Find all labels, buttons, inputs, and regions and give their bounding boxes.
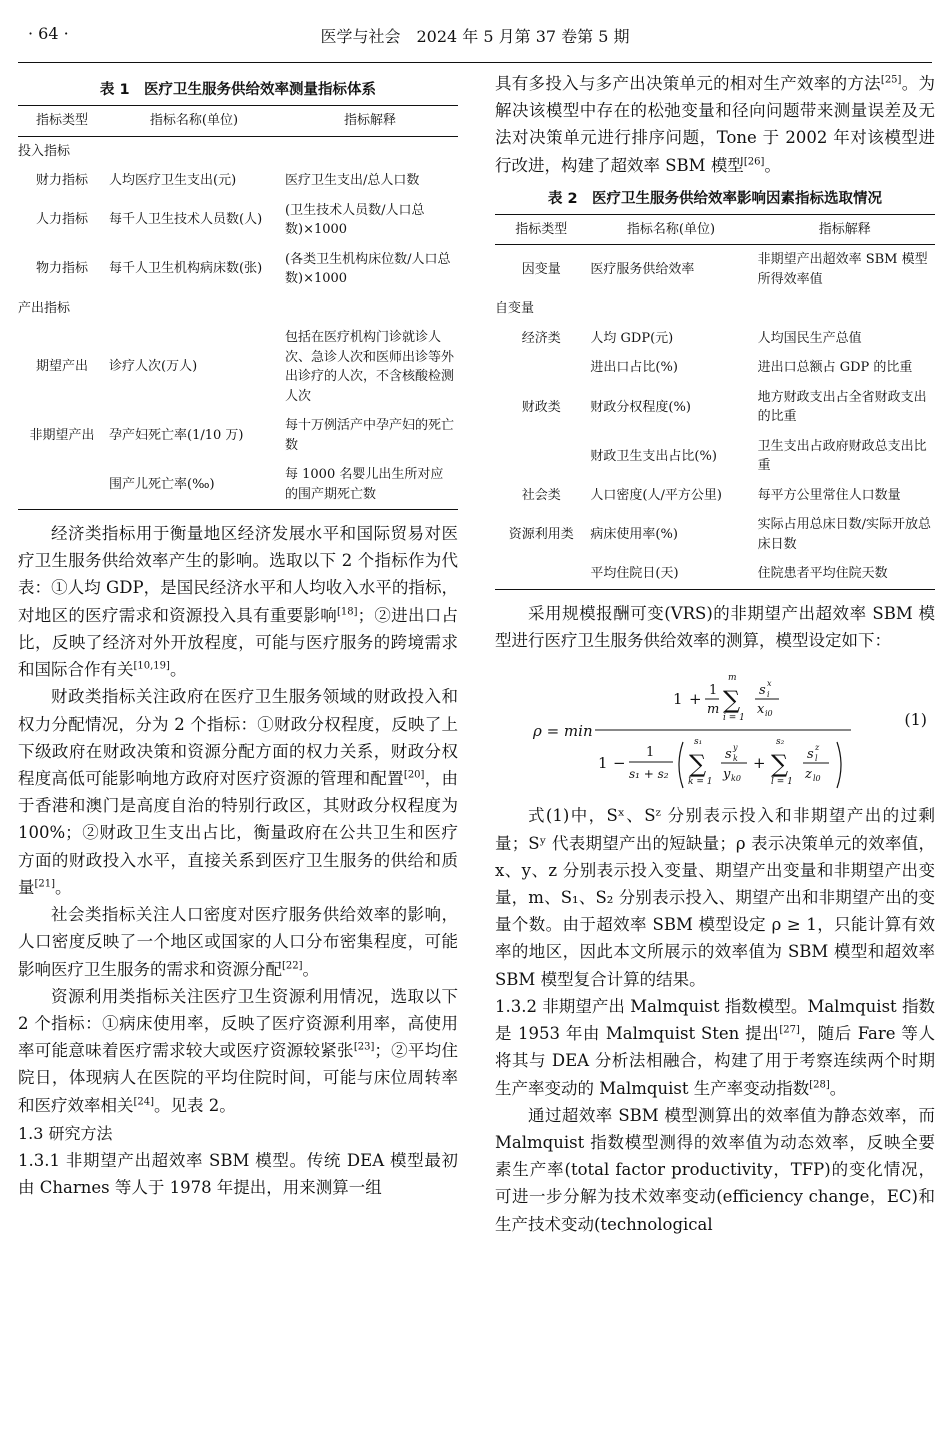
cell-type: 财政类	[521, 399, 561, 415]
eq-x: x	[757, 702, 765, 718]
paragraph-economic: 经济类指标用于衡量地区经济发展水平和国际贸易对医疗卫生服务供给效率产生的影响。选取以下 2 个指标作为代表：①人均 GDP，是国民经济水平和人均收入水平的指标，对地区的医疗需求和资源投入具有重要影响[18]；②进出口占比，反映了经济对外开放程度，可能与医疗服务的跨境需求和国际合作有关[10,19]。	[18, 524, 459, 680]
paragraph-static-dynamic: 通过超效率 SBM 模型测算出的效率值为静态效率，而 Malmquist 指数模型测得的效率值为动态效率，反映全要素生产率(total factor productivity，TFP)的变化情况，可进一步分解为技术效率变动(efficiency change，EC)和生产技术变动(technological	[495, 1105, 935, 1234]
table-row	[18, 411, 458, 460]
table1-section: 投入指标	[18, 143, 71, 159]
cell-explain: (各类卫生机构床位数/人口总数)×1000	[285, 251, 451, 286]
eq-z-sub: l0	[813, 774, 821, 784]
eq-den-plus: +	[753, 754, 766, 773]
table1-caption: 表 1 医疗卫生服务供给效率测量指标体系	[99, 82, 377, 98]
eq-num-plus: +	[689, 690, 702, 709]
cell-explain: (卫生技术人员数/人口总数)×1000	[285, 202, 425, 237]
header-rule	[18, 62, 932, 63]
cell-name: 围产儿死亡率(‰)	[106, 460, 282, 510]
cell-explain: 进出口总额占 GDP 的比重	[757, 360, 913, 376]
eq-paren-left	[679, 742, 683, 788]
table2-caption: 表 2 医疗卫生服务供给效率影响因素指标选取情况	[547, 190, 883, 207]
cell-explain: 卫生支出占政府财政总支出比重	[757, 438, 927, 474]
cell-explain: 包括在医疗机构门诊就诊人次、急诊人次和医师出诊等外出诊疗的人次，不含核酸检测人次	[285, 330, 455, 404]
table2-header-row	[495, 214, 935, 245]
eq-s1-plus-s2: s₁ + s₂	[629, 767, 669, 782]
eq-sum-l-top: s₂	[776, 737, 785, 748]
cell-explain: 人均国民生产总值	[757, 330, 862, 346]
cell-type	[495, 353, 587, 383]
table1-col-explain: 指标解释	[282, 106, 458, 137]
section-heading-1-3: 1.3 研究方法	[18, 1123, 113, 1143]
cell-name: 病床使用率(%)	[590, 527, 678, 543]
paragraph-fiscal: 财政类指标关注政府在医疗卫生服务领域的财政投入和权力分配情况，分为 2 个指标：①财政分权程度，反映了上下级政府在财政决策和资源分配方面的权力关系，财政分权程度高低可能影响地方政府对医疗资源的管理和配置[20]，由于香港和澳门是高度自治的特别行政区，其财政分权程度为 100%；②财政卫生支出占比，衡量政府在公共卫生和医疗方面的财政投入水平，直接关系到医疗卫生服务的供给和质量[21]。	[18, 687, 459, 897]
eq-s-i: s	[759, 683, 766, 699]
table1-col-type: 指标类型	[18, 106, 106, 137]
cell-explain: 住院患者平均住院天数	[755, 559, 935, 589]
eq-s-sub-l: l	[815, 754, 818, 764]
cell-name: 每千人卫生机构病床数(张)	[109, 261, 263, 277]
page-number: · 64 ·	[28, 24, 69, 43]
eq-den-minus: −	[613, 754, 626, 773]
cell-explain: 地方财政支出占全省财政支出的比重	[757, 389, 927, 425]
eq-s-sub-i: i	[767, 690, 770, 700]
table-row	[495, 294, 935, 324]
left-column	[18, 70, 458, 1202]
cell-name: 诊疗人次(万人)	[109, 359, 198, 375]
eq-sum-l-bottom: l = 1	[771, 777, 793, 788]
cell-name: 平均住院日(天)	[587, 559, 754, 589]
equation-svg	[495, 658, 935, 798]
cell-explain: 每十万例活产中孕产妇的死亡数	[285, 418, 455, 453]
table-row	[18, 294, 458, 324]
cell-type: 期望产出	[35, 359, 88, 375]
eq-m: m	[707, 702, 720, 718]
cell-name: 人均医疗卫生支出(元)	[109, 173, 237, 188]
table-row	[18, 196, 458, 245]
table2-col-name: 指标名称(单位)	[587, 214, 754, 245]
eq-x-sub: i0	[765, 709, 773, 719]
paragraph-dea-continued: 具有多投入与多产出决策单元的相对生产效率的方法[25]。为解决该模型中存在的松弛变量和径向问题带来测量误差及无法对决策单元进行排序问题，Tone 于 2002 年对该模型进行改进，构建了超效率 SBM 模型[26]。	[495, 74, 936, 175]
eq-y: y	[723, 767, 731, 783]
table1-col-name: 指标名称(单位)	[106, 106, 282, 137]
eq-sum-k: ∑	[689, 750, 707, 779]
cell-explain: 医疗卫生支出/总人口数	[285, 173, 420, 188]
table-row	[495, 481, 935, 511]
cell-type: 财力指标	[35, 173, 88, 188]
table2	[495, 214, 935, 590]
eq-sum-l: ∑	[771, 750, 789, 779]
eq-s-sup-z: z	[815, 743, 820, 753]
paragraph-social: 社会类指标关注人口密度对医疗服务供给效率的影响，人口密度反映了一个地区或国家的人口分布密集程度，可能影响医疗卫生服务的需求和资源分配[22]。	[18, 905, 458, 979]
cell-type	[495, 559, 587, 589]
table-row	[18, 136, 458, 166]
cell-name: 医疗服务供给效率	[590, 262, 695, 278]
cell-type: 因变量	[521, 262, 561, 278]
table2-col-explain: 指标解释	[755, 214, 935, 245]
cell-type	[495, 432, 587, 481]
cell-explain: 每 1000 名婴儿出生所对应的围产期死亡数	[282, 460, 458, 510]
paragraph-resource: 资源利用类指标关注医疗卫生资源利用情况，选取以下 2 个指标：①病床使用率，反映了医疗资源利用率，高使用率可能意味着医疗需求较大或医疗资源较紧张[23]；②平均住院日，体现病人在医院的平均住院时间，可能与床位周转率和医疗效率相关[24]。见表 2。	[18, 986, 459, 1115]
cell-name: 财政分权程度(%)	[590, 399, 691, 415]
cell-name: 人均 GDP(元)	[590, 330, 674, 346]
table1-header-row	[18, 106, 458, 137]
cell-type: 社会类	[521, 487, 561, 503]
table-row	[18, 245, 458, 294]
cell-name: 财政卫生支出占比(%)	[590, 448, 717, 464]
eq-sum-i-bottom: i = 1	[723, 713, 745, 724]
journal-title: 医学与社会 2024 年 5 月第 37 卷第 5 期	[320, 27, 630, 46]
cell-type: 非期望产出	[29, 427, 95, 443]
table-row	[495, 245, 935, 295]
eq-y-sub: k0	[731, 774, 741, 784]
cell-type: 物力指标	[35, 261, 88, 277]
table-row	[495, 510, 935, 559]
eq-sum-i-top: m	[728, 673, 737, 684]
cell-explain: 实际占用总床日数/实际开放总床日数	[757, 517, 931, 552]
page-header	[18, 22, 932, 52]
equation-1	[495, 658, 935, 798]
eq-den-frac-one: 1	[646, 745, 655, 761]
cell-type: 资源利用类	[508, 527, 574, 543]
eq-den-one: 1	[598, 754, 608, 773]
table-row	[18, 460, 458, 510]
eq-s-k: s	[725, 747, 732, 763]
table-row	[495, 383, 935, 432]
paragraph-equation-explain: 式(1)中，Sˣ、Sᶻ 分别表示投入和非期望产出的过剩量；Sʸ 代表期望产出的短缺量；ρ 表示决策单元的效率值，x、y、z 分别表示投入变量、期望产出变量和非期望产出变量，m、S₁、S₂ 分别表示投入、期望产出和非期望产出的变量个数。由于超效率 SBM 模型设定 ρ ≥ 1，只能计算有效率的地区，因此本文所展示的效率值为 SBM 模型和超效率 SBM 模型复合计算的结果。	[495, 806, 935, 989]
eq-s-sup-y: y	[733, 743, 738, 753]
table1	[18, 105, 458, 510]
cell-name: 人口密度(人/平方公里)	[590, 487, 722, 503]
cell-type	[18, 460, 106, 510]
table-row	[18, 166, 458, 196]
cell-name: 孕产妇死亡率(1/10 万)	[109, 427, 244, 443]
table-row	[495, 324, 935, 354]
table1-section: 产出指标	[18, 300, 71, 316]
eq-s-sup-x: x	[767, 679, 772, 689]
cell-explain: 每平方公里常住人口数量	[757, 487, 901, 503]
table-row	[495, 432, 935, 481]
cell-explain: 非期望产出超效率 SBM 模型所得效率值	[757, 252, 928, 287]
eq-paren-right	[837, 742, 841, 788]
cell-type: 经济类	[521, 330, 561, 346]
eq-z: z	[805, 767, 812, 783]
cell-type: 人力指标	[35, 212, 88, 228]
table-row	[495, 353, 935, 383]
equation-number: (1)	[904, 710, 927, 730]
table2-col-type: 指标类型	[495, 214, 587, 245]
eq-sum-k-bottom: k = 1	[688, 777, 713, 788]
eq-s-l: s	[807, 747, 814, 763]
table-row	[495, 559, 935, 589]
paragraph-1-3-1: 1.3.1 非期望产出超效率 SBM 模型。传统 DEA 模型最初由 Charnes 等人于 1978 年提出，用来测算一组	[18, 1151, 458, 1198]
right-column	[495, 70, 935, 1238]
eq-frac-one: 1	[709, 683, 718, 699]
eq-num-one: 1	[673, 690, 683, 709]
paragraph-model-setup: 采用规模报酬可变(VRS)的非期望产出超效率 SBM 模型进行医疗卫生服务供给效率的测算，模型设定如下：	[495, 603, 935, 651]
table-row	[18, 323, 458, 411]
eq-sum-k-top: s₁	[694, 737, 703, 748]
cell-name: 每千人卫生技术人员数(人)	[109, 212, 263, 228]
eq-sum-i: ∑	[723, 686, 741, 715]
cell-name: 进出口占比(%)	[590, 360, 678, 376]
table2-section: 自变量	[495, 301, 535, 317]
eq-rho: ρ = min	[533, 722, 593, 741]
eq-s-sub-k: k	[733, 754, 738, 764]
paragraph-1-3-2: 1.3.2 非期望产出 Malmquist 指数模型。Malmquist 指数是 1953 年由 Malmquist Sten 提出[27]，随后 Fare 等人将其与 DEA 分析法相融合，构建了用于考察连续两个时期生产率变动的 Malmquist 生产率变动指数[28]。	[495, 996, 935, 1098]
